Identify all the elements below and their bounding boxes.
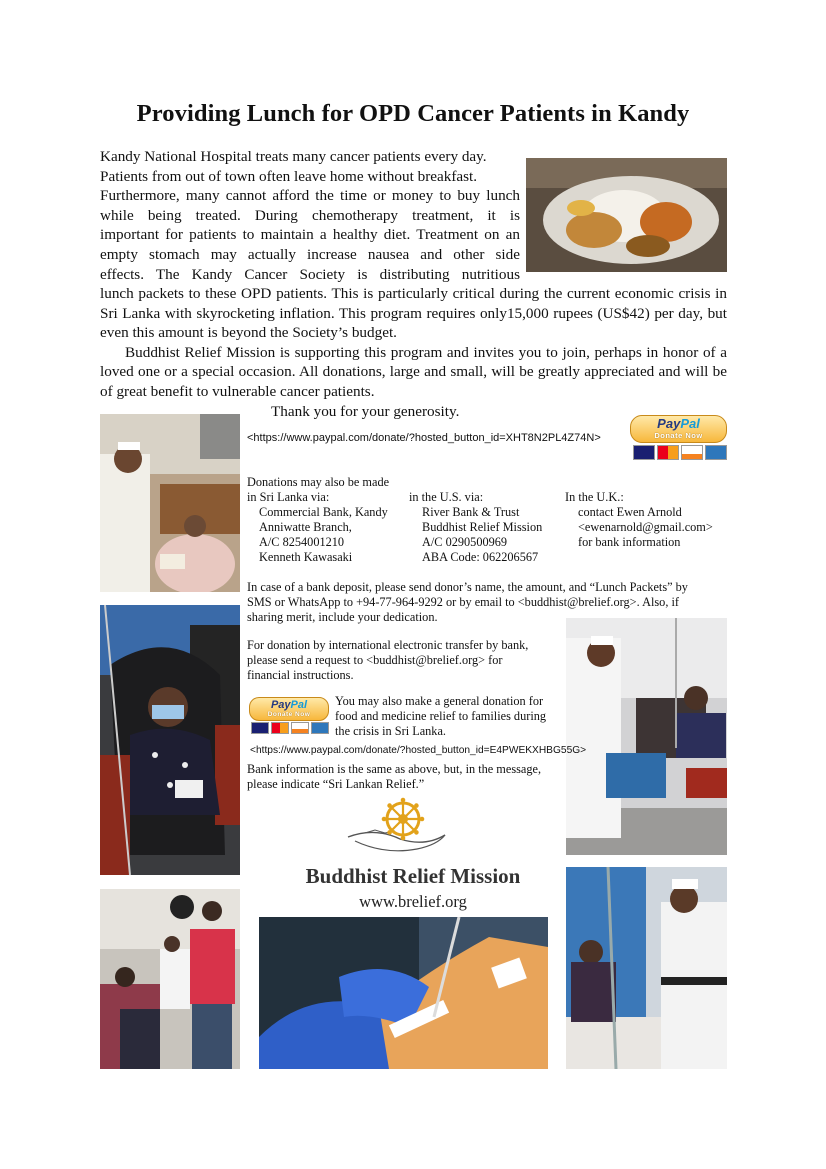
paypal-donate-button-2[interactable]	[249, 697, 329, 737]
bank-info-note: Bank information is the same as above, but, in the message, please indicate “Sri Lankan Relief.”	[247, 762, 542, 791]
dharma-wheel-hand-logo	[345, 797, 450, 859]
us-heading: in the U.S. via:	[409, 490, 484, 504]
mastercard-icon	[657, 445, 679, 460]
intro-line: Furthermore, many cannot afford the time or money to buy lunch	[100, 187, 520, 205]
sri-lanka-line: A/C 8254001210	[259, 535, 345, 549]
bank-deposit-note: In case of a bank deposit, please send donor’s name, the amount, and “Lunch Packets” by SMS or WhatsApp to +94-77-964-9292 or by email to <buddhist@brelief.org>. Also, if sharing merit, include your dedication.	[247, 580, 688, 624]
waiting-area-photo	[100, 889, 240, 1069]
amex-icon	[705, 445, 727, 460]
iv-drip-hand-photo	[259, 917, 548, 1069]
intro-continued	[100, 284, 727, 402]
intro-line: while being treated. During chemotherapy treatment, it is	[100, 206, 520, 224]
org-website[interactable]: www.brelief.org	[359, 892, 467, 911]
us-line: ABA Code: 062206567	[422, 550, 539, 564]
uk-line: <ewenarnold@gmail.com>	[578, 520, 713, 534]
support-paragraph: Buddhist Relief Mission is supporting this program and invites you to join, perhaps in honor of a loved one or a special occasion. All donations, large and small, will be greatly appreciated and will be of great benefit to vulnerable cancer patients.	[100, 343, 727, 400]
donations-us	[409, 490, 564, 565]
paypal-donate-button-1[interactable]	[630, 415, 727, 460]
visa-icon	[251, 722, 269, 734]
donations-uk	[565, 490, 725, 550]
card-logos	[633, 445, 727, 460]
us-line: Buddhist Relief Mission	[422, 520, 543, 534]
intro-line: empty stomach may actually increase nausea and other side	[100, 245, 520, 263]
sri-lanka-line: Commercial Bank, Kandy	[259, 505, 388, 519]
intro-line: Kandy National Hospital treats many cancer patients every day.	[100, 148, 487, 165]
paypal-logo: PayPal	[657, 416, 700, 431]
page-title: Providing Lunch for OPD Cancer Patients in Kandy	[136, 100, 690, 127]
nurse-serving-lunch-photo	[100, 414, 240, 592]
nurse-at-bedside-photo	[566, 867, 727, 1069]
intro-paragraph-end: lunch packets to these OPD patients. This is particularly critical during the current economic crisis in Sri Lanka with skyrocketing inflation. This program requires only15,000 rupees (US$42) per day, but even this amount is beyond the Society’s budget.	[100, 285, 727, 342]
uk-line: for bank information	[578, 535, 681, 549]
sri-lanka-line: Anniwatte Branch,	[259, 520, 352, 534]
donations-sri-lanka	[247, 490, 407, 565]
us-line: A/C 0290500969	[422, 535, 508, 549]
discover-icon	[681, 445, 703, 460]
amex-icon	[311, 722, 329, 734]
donate-now-label: Donate Now	[267, 711, 311, 718]
card-logos	[251, 722, 329, 734]
donate-now-label: Donate Now	[654, 431, 703, 440]
paypal-logo: PayPal	[270, 699, 308, 711]
intro-wrapped	[100, 147, 520, 284]
intro-line: effects. The Kandy Cancer Society is distributing nutritious	[100, 265, 520, 283]
lunch-packet-photo	[526, 158, 727, 272]
sri-lanka-heading: in Sri Lanka via:	[247, 490, 330, 504]
mastercard-icon	[271, 722, 289, 734]
sri-lanka-line: Kenneth Kawasaki	[259, 550, 353, 564]
org-name: Buddhist Relief Mission	[305, 864, 521, 888]
uk-line: contact Ewen Arnold	[578, 505, 682, 519]
uk-heading: In the U.K.:	[565, 490, 624, 504]
paypal-link-1[interactable]: <https://www.paypal.com/donate/?hosted_button_id=XHT8N2PL4Z74N>	[247, 432, 601, 444]
intro-line: Patients from out of town often leave home without breakfast.	[100, 167, 478, 185]
intl-transfer-note: For donation by international electronic transfer by bank, please send a request to <buddhist@brelief.org> for financial instructions.	[247, 638, 529, 682]
intro-line: important for patients to maintain a healthy diet. Treatment on an	[100, 226, 520, 244]
nurse-in-ward-photo	[566, 618, 727, 855]
us-line: River Bank & Trust	[422, 505, 520, 519]
thank-you-line: Thank you for your generosity.	[271, 403, 460, 420]
visa-icon	[633, 445, 655, 460]
paypal-link-2[interactable]: <https://www.paypal.com/donate/?hosted_button_id=E4PWEKXHBG55G>	[250, 745, 587, 756]
general-donation-note: You may also make a general donation for food and medicine relief to families during the crisis in Sri Lanka.	[335, 694, 547, 738]
patient-in-chemo-chair-photo	[100, 605, 240, 875]
donations-intro: Donations may also be made	[247, 475, 390, 489]
paypal-pill	[249, 697, 329, 721]
discover-icon	[291, 722, 309, 734]
paypal-pill	[630, 415, 727, 443]
